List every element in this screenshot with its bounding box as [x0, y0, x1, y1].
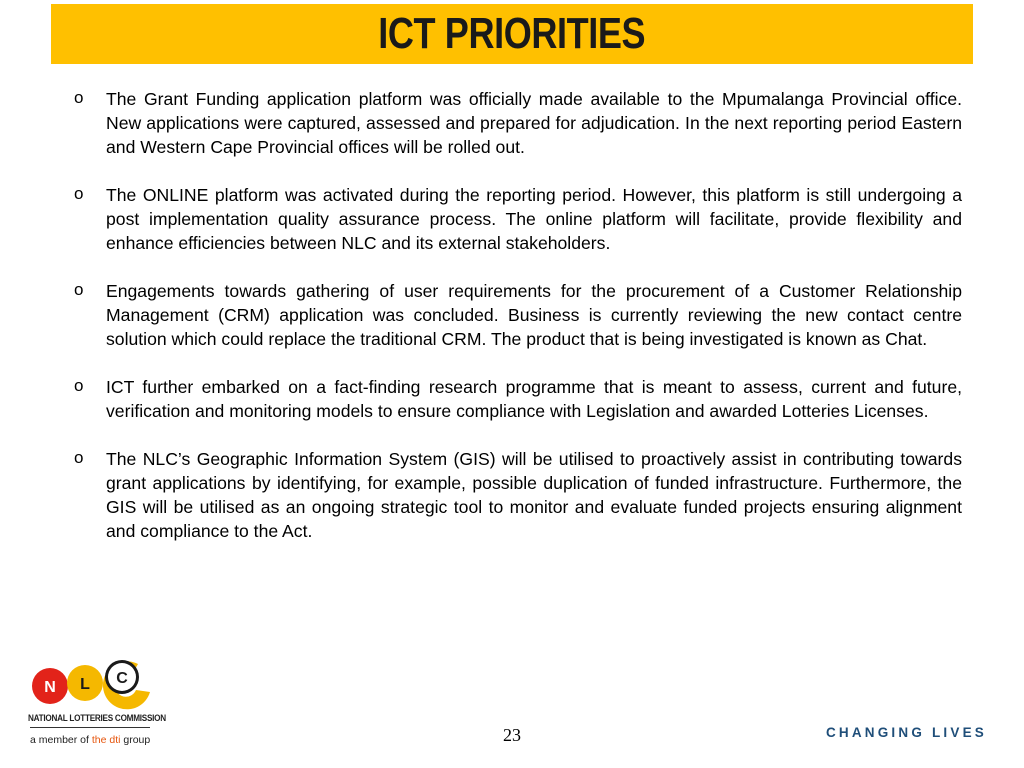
bullet-text: The Grant Funding application platform was officially made available to the Mpumalanga Provincial office. New applications were captured, assessed and prepared for adjudication. In the next reporting period Eastern and Western Cape Provincial offices will be rolled out.	[106, 89, 962, 157]
logo-letter-l: L	[80, 676, 90, 693]
bullet-list	[74, 87, 962, 567]
logo-letter-n: N	[44, 679, 56, 696]
logo-member-line	[30, 734, 150, 746]
logo-divider	[30, 727, 150, 728]
bullet-text: Engagements towards gathering of user requirements for the procurement of a Customer Relationship Management (CRM) application was concluded. Business is currently reviewing the new contact centre solution which could replace the traditional CRM. The product that is being investigated is known as Chat.	[106, 281, 962, 349]
logo-letter-c: C	[116, 670, 128, 687]
tagline: CHANGING LIVES	[825, 725, 987, 740]
logo-member-brand: the dti	[91, 734, 121, 746]
page-number: 23	[503, 725, 521, 745]
bullet-text: The NLC’s Geographic Information System (GIS) will be utilised to proactively assist in contributing towards grant applications by identifying, for example, possible duplication of funded infrastructure. Furthermore, the GIS will be utilised as an ongoing strategic tool to monitor and evaluate funded projects ensuring alignment and compliance to the Act.	[106, 449, 962, 541]
bullet-marker: o	[74, 184, 84, 203]
bullet-text: The ONLINE platform was activated during the reporting period. However, this platform is still undergoing a post implementation quality assurance process. The online platform will facilitate, provide flexibility and enhance efficiencies between NLC and its external stakeholders.	[106, 185, 962, 253]
bullet-item	[74, 279, 962, 351]
bullet-marker: o	[74, 280, 84, 299]
bullet-text: ICT further embarked on a fact-finding research programme that is meant to assess, current and future, verification and monitoring models to ensure compliance with Legislation and awarded Lotteries Licenses.	[106, 377, 962, 421]
logo-member-suffix: group	[120, 734, 151, 746]
bullet-marker: o	[74, 88, 84, 107]
logo-organisation-name: NATIONAL LOTTERIES COMMISSION	[28, 713, 166, 724]
bullet-item	[74, 183, 962, 255]
title-bar	[51, 4, 973, 64]
bullet-marker: o	[74, 376, 84, 395]
bullet-marker: o	[74, 448, 84, 467]
bullet-item	[74, 375, 962, 423]
slide-title: ICT PRIORITIES	[378, 9, 646, 58]
bullet-item	[74, 447, 962, 543]
bullet-item	[74, 87, 962, 159]
logo-member-prefix: a member of	[30, 734, 92, 746]
